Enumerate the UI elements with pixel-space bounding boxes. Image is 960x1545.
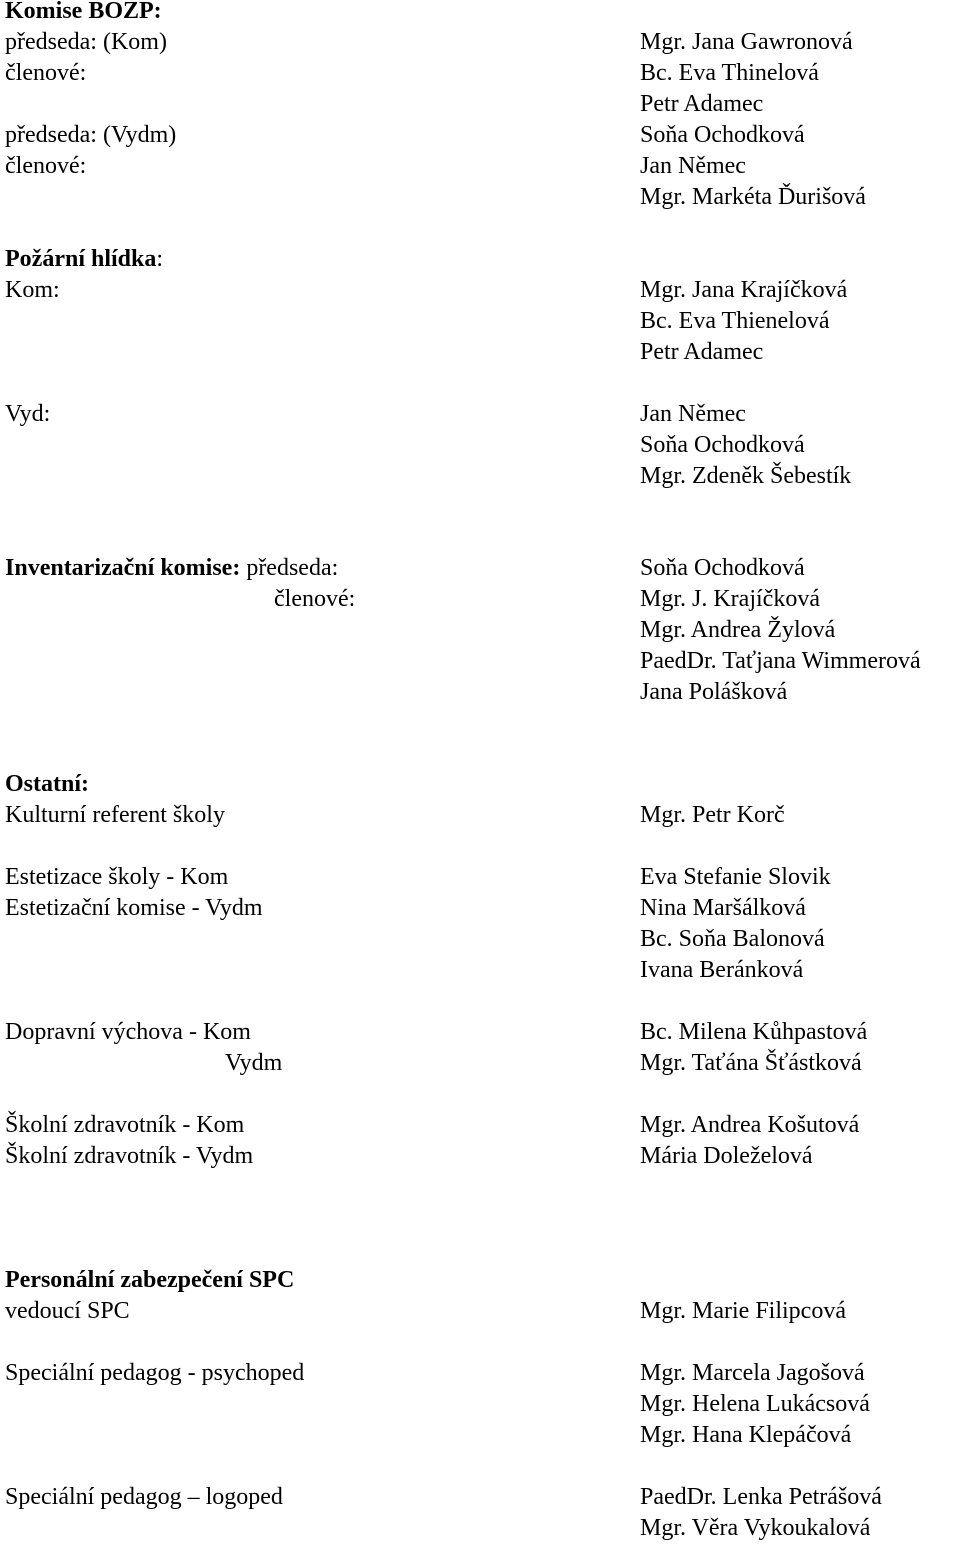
spc-vedouci-label: vedoucí SPC: [5, 1298, 130, 1324]
bozp-predseda-kom-label: předseda: (Kom): [5, 29, 167, 55]
inventarizacni-clen-2: Mgr. Andrea Žylová: [640, 617, 836, 643]
estetizace-member-3: Bc. Soňa Balonová: [640, 926, 825, 952]
bozp-clenove-kom-label: členové:: [5, 60, 87, 86]
estetizace-vydm-label: Estetizační komise - Vydm: [5, 895, 263, 921]
dopravni-vydm-label: Vydm: [225, 1050, 283, 1076]
pozarni-vyd-1: Jan Němec: [640, 401, 746, 427]
inventarizacni-predseda: Soňa Ochodková: [640, 555, 805, 581]
dopravni-kom-label: Dopravní výchova - Kom: [5, 1019, 251, 1045]
bozp-predseda-vydm: Soňa Ochodková: [640, 122, 805, 148]
inventarizacni-clen-3: PaedDr. Taťjana Wimmerová: [640, 648, 921, 674]
zdravotnik-vydm: Mária Doleželová: [640, 1143, 813, 1169]
pozarni-heading-text: Požární hlídka: [5, 246, 157, 272]
inventarizacni-clen-1: Mgr. J. Krajíčková: [640, 586, 820, 612]
estetizace-member-4: Ivana Beránková: [640, 957, 804, 983]
spc-heading: Personální zabezpečení SPC: [5, 1267, 295, 1293]
kulturni-referent-label: Kulturní referent školy: [5, 802, 225, 828]
zdravotnik-kom-label: Školní zdravotník - Kom: [5, 1112, 245, 1138]
bozp-clenove-vydm-label: členové:: [5, 153, 87, 179]
inventarizacni-clenove-label: členové:: [274, 586, 356, 612]
spc-psychoped-2: Mgr. Helena Lukácsová: [640, 1391, 870, 1417]
bozp-clen-vydm-1: Jan Němec: [640, 153, 746, 179]
spc-vedouci: Mgr. Marie Filipcová: [640, 1298, 846, 1324]
pozarni-kom-3: Petr Adamec: [640, 339, 764, 365]
pozarni-kom-1: Mgr. Jana Krajíčková: [640, 277, 848, 303]
zdravotnik-kom: Mgr. Andrea Košutová: [640, 1112, 860, 1138]
pozarni-kom-2: Bc. Eva Thienelová: [640, 308, 830, 334]
pozarni-vyd-2: Soňa Ochodková: [640, 432, 805, 458]
spc-logoped-1: PaedDr. Lenka Petrášová: [640, 1484, 882, 1510]
bozp-heading: Komise BOZP:: [5, 0, 162, 24]
bozp-predseda-kom: Mgr. Jana Gawronová: [640, 29, 853, 55]
inventarizacni-heading-line: [5, 553, 338, 584]
spc-psychoped-label: Speciální pedagog - psychoped: [5, 1360, 305, 1386]
estetizace-member-1: Eva Stefanie Slovik: [640, 864, 831, 890]
ostatni-heading: Ostatní:: [5, 771, 89, 797]
bozp-clen-vydm-2: Mgr. Markéta Ďurišová: [640, 184, 866, 210]
bozp-clen-kom-2: Petr Adamec: [640, 91, 764, 117]
spc-logoped-2: Mgr. Věra Vykoukalová: [640, 1515, 871, 1541]
spc-psychoped-3: Mgr. Hana Klepáčová: [640, 1422, 852, 1448]
pozarni-kom-label: Kom:: [5, 277, 60, 303]
kulturni-referent: Mgr. Petr Korč: [640, 802, 785, 828]
pozarni-vyd-3: Mgr. Zdeněk Šebestík: [640, 463, 852, 489]
pozarni-vyd-label: Vyd:: [5, 401, 51, 427]
zdravotnik-vydm-label: Školní zdravotník - Vydm: [5, 1143, 254, 1169]
spc-logoped-label: Speciální pedagog – logoped: [5, 1484, 283, 1510]
inventarizacni-clen-4: Jana Polášková: [640, 679, 788, 705]
bozp-predseda-vydm-label: předseda: (Vydm): [5, 122, 177, 148]
inventarizacni-predseda-label: předseda:: [246, 555, 339, 581]
pozarni-heading: [5, 244, 163, 275]
pozarni-heading-colon: :: [156, 246, 164, 272]
bozp-clen-kom-1: Bc. Eva Thinelová: [640, 60, 819, 86]
dopravni-vydm: Mgr. Taťána Šťástková: [640, 1050, 862, 1076]
inventarizacni-heading: Inventarizační komise:: [5, 555, 241, 581]
estetizace-member-2: Nina Maršálková: [640, 895, 806, 921]
dopravni-kom: Bc. Milena Kůhpastová: [640, 1019, 868, 1045]
estetizace-kom-label: Estetizace školy - Kom: [5, 864, 229, 890]
spc-psychoped-1: Mgr. Marcela Jagošová: [640, 1360, 865, 1386]
